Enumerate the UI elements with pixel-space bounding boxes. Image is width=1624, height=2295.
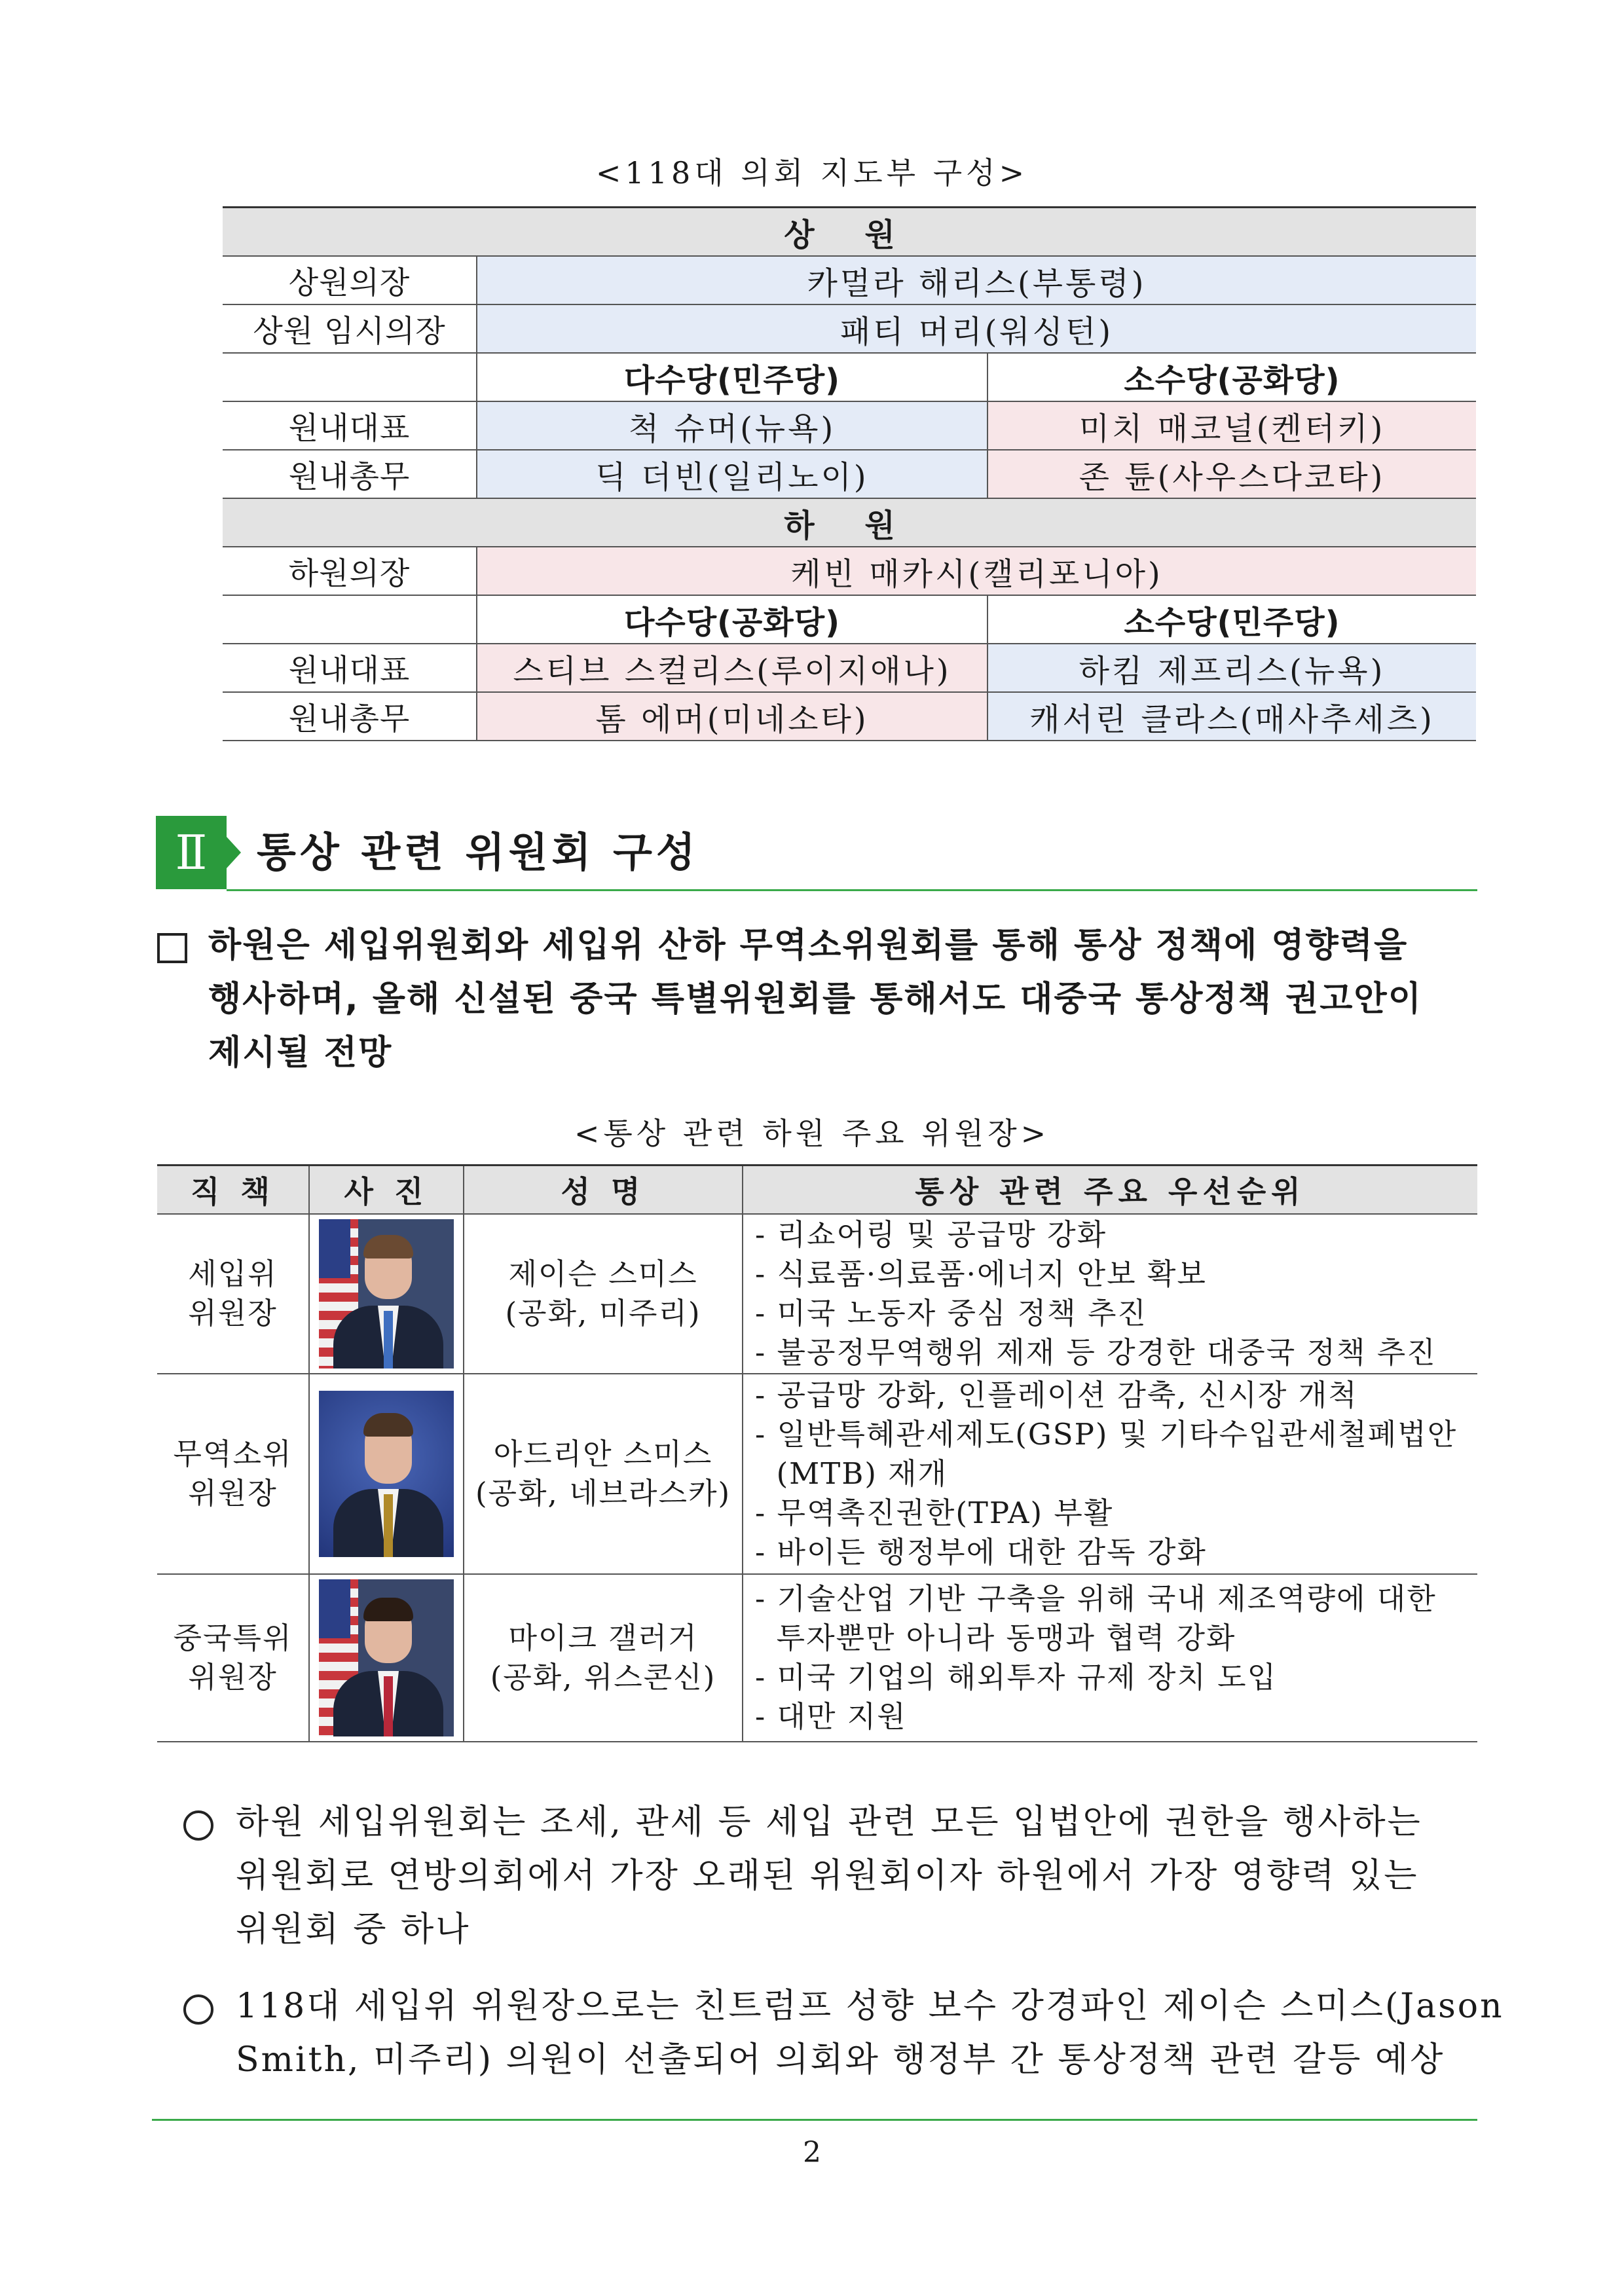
priority-item: - 리쇼어링 및 공급망 강화	[755, 1217, 1107, 1252]
chairs-header-priorities: 통상 관련 주요 우선순위	[743, 1166, 1477, 1215]
senate-whip-minority: 존 튠(사우스다코타)	[987, 450, 1476, 498]
chairs-header-photo: 사 진	[309, 1166, 464, 1215]
chairs-caption: <통상 관련 하원 주요 위원장>	[574, 1116, 1050, 1151]
priority-item: - 미국 기업의 해외투자 규제 장치 도입	[755, 1660, 1278, 1695]
section-arrow-icon	[227, 837, 241, 868]
priority-item: - 기술산업 기반 구축을 위해 국내 제조역량에 대한	[755, 1581, 1437, 1616]
name-line: 아드리안 스미스	[493, 1437, 713, 1471]
priority-item: - 일반특혜관세제도(GSP) 및 기타수입관세철폐법안	[755, 1417, 1458, 1452]
name-cell	[464, 1574, 743, 1742]
main-paragraph-line: 하원은 세입위원회와 세입위 산하 무역소위원회를 통해 통상 정책에 영향력을	[208, 926, 1409, 965]
bullet-line: 하원 세입위원회는 조세, 관세 등 세입 관련 모든 입법안에 권한을 행사하는	[236, 1803, 1422, 1842]
senate-section-header: 상 원	[223, 208, 1476, 257]
senate-majority-header: 다수당(민주당)	[477, 353, 987, 401]
position-cell	[157, 1374, 309, 1574]
bullet-line: 위원회로 연방의회에서 가장 오래된 위원회이자 하원에서 가장 영향력 있는	[236, 1856, 1419, 1896]
position-cell	[157, 1574, 309, 1742]
main-paragraph	[208, 919, 1422, 1080]
circle-bullet-icon	[183, 1994, 213, 2025]
priorities-cell	[743, 1574, 1477, 1742]
portrait-adrian-smith	[319, 1391, 454, 1557]
priorities-cell	[743, 1214, 1477, 1374]
leadership-table	[223, 206, 1476, 741]
photo-cell	[309, 1214, 464, 1374]
house-whip-majority: 톰 에머(미네소타)	[477, 692, 987, 741]
portrait-jason-smith	[319, 1219, 454, 1368]
page-number: 2	[803, 2136, 821, 2169]
senate-party-blank	[223, 353, 477, 401]
chairs-header-name: 성 명	[464, 1166, 743, 1215]
footer-rule	[152, 2119, 1477, 2121]
table-row	[157, 1374, 1477, 1574]
senate-president-value: 카멀라 해리스(부통령)	[477, 256, 1476, 304]
priority-item: - 대만 지원	[755, 1699, 907, 1734]
position-cell	[157, 1214, 309, 1374]
house-speaker-value: 케빈 매카시(캘리포니아)	[477, 547, 1476, 595]
photo-cell	[309, 1574, 464, 1742]
bullet-paragraph-1	[236, 1795, 1422, 1956]
section-underline	[227, 889, 1477, 891]
priority-item: - 바이든 행정부에 대한 감독 강화	[755, 1535, 1207, 1570]
bullet-line: Smith, 미주리) 의원이 선출되어 의회와 행정부 간 통상정책 관련 갈등 예상	[236, 2040, 1445, 2080]
house-section-header: 하 원	[223, 498, 1476, 547]
table-row	[157, 1214, 1477, 1374]
position-line: 위원장	[188, 1476, 278, 1511]
bullet-line: 위원회 중 하나	[236, 1910, 471, 1949]
name-line: 마이크 갤러거	[508, 1621, 698, 1655]
house-leader-label: 원내대표	[223, 644, 477, 692]
section-number-badge: Ⅱ	[156, 816, 227, 889]
priority-item: - 공급망 강화, 인플레이션 감축, 신시장 개척	[755, 1378, 1358, 1412]
house-majority-header: 다수당(공화당)	[477, 595, 987, 644]
position-line: 무역소위	[173, 1437, 293, 1471]
leadership-caption: <118대 의회 지도부 구성>	[595, 155, 1029, 191]
senate-pro-tem-label: 상원 임시의장	[223, 304, 477, 353]
priority-item: - 불공정무역행위 제재 등 강경한 대중국 정책 추진	[755, 1335, 1437, 1370]
house-leader-majority: 스티브 스컬리스(루이지애나)	[477, 644, 987, 692]
position-line: 위원장	[188, 1296, 278, 1331]
photo-cell	[309, 1374, 464, 1574]
chairs-header-position: 직 책	[157, 1166, 309, 1215]
senate-minority-header: 소수당(공화당)	[987, 353, 1476, 401]
house-whip-minority: 캐서린 클라스(매사추세츠)	[987, 692, 1476, 741]
senate-whip-label: 원내총무	[223, 450, 477, 498]
main-paragraph-line: 제시될 전망	[208, 1033, 393, 1073]
priority-item: (MTB) 재개	[755, 1456, 948, 1491]
name-line: 제이슨 스미스	[508, 1257, 698, 1291]
name-line: (공화, 위스콘신)	[490, 1660, 716, 1695]
priority-item: - 무역촉진권한(TPA) 부활	[755, 1496, 1114, 1530]
senate-pro-tem-value: 패티 머리(워싱턴)	[477, 304, 1476, 353]
senate-leader-label: 원내대표	[223, 401, 477, 450]
priority-item: - 식료품·의료품·에너지 안보 확보	[755, 1257, 1207, 1291]
name-cell	[464, 1374, 743, 1574]
bullet-line: 118대 세입위 위원장으로는 친트럼프 성향 보수 강경파인 제이슨 스미스(Jason	[236, 1987, 1504, 2026]
name-line: (공화, 미주리)	[505, 1296, 701, 1331]
house-whip-label: 원내총무	[223, 692, 477, 741]
priority-item: 투자뿐만 아니라 동맹과 협력 강화	[755, 1621, 1236, 1655]
square-bullet-icon	[157, 933, 187, 963]
position-line: 세입위	[188, 1257, 278, 1291]
section-title: 통상 관련 위원회 구성	[257, 828, 699, 876]
priority-item: - 미국 노동자 중심 정책 추진	[755, 1296, 1147, 1331]
house-party-blank	[223, 595, 477, 644]
house-speaker-label: 하원의장	[223, 547, 477, 595]
position-line: 중국특위	[173, 1621, 293, 1655]
senate-leader-majority: 척 슈머(뉴욕)	[477, 401, 987, 450]
portrait-mike-gallagher	[319, 1579, 454, 1736]
chairs-table	[157, 1164, 1477, 1742]
senate-president-label: 상원의장	[223, 256, 477, 304]
table-row	[157, 1574, 1477, 1742]
bullet-paragraph-2	[236, 1979, 1504, 2087]
priorities-cell	[743, 1374, 1477, 1574]
name-line: (공화, 네브라스카)	[475, 1476, 731, 1511]
main-paragraph-line: 행사하며, 올해 신설된 중국 특별위원회를 통해서도 대중국 통상정책 권고안이	[208, 980, 1423, 1019]
house-minority-header: 소수당(민주당)	[987, 595, 1476, 644]
senate-whip-majority: 딕 더빈(일리노이)	[477, 450, 987, 498]
house-leader-minority: 하킴 제프리스(뉴욕)	[987, 644, 1476, 692]
senate-leader-minority: 미치 매코널(켄터키)	[987, 401, 1476, 450]
name-cell	[464, 1214, 743, 1374]
position-line: 위원장	[188, 1660, 278, 1695]
circle-bullet-icon	[183, 1810, 213, 1841]
